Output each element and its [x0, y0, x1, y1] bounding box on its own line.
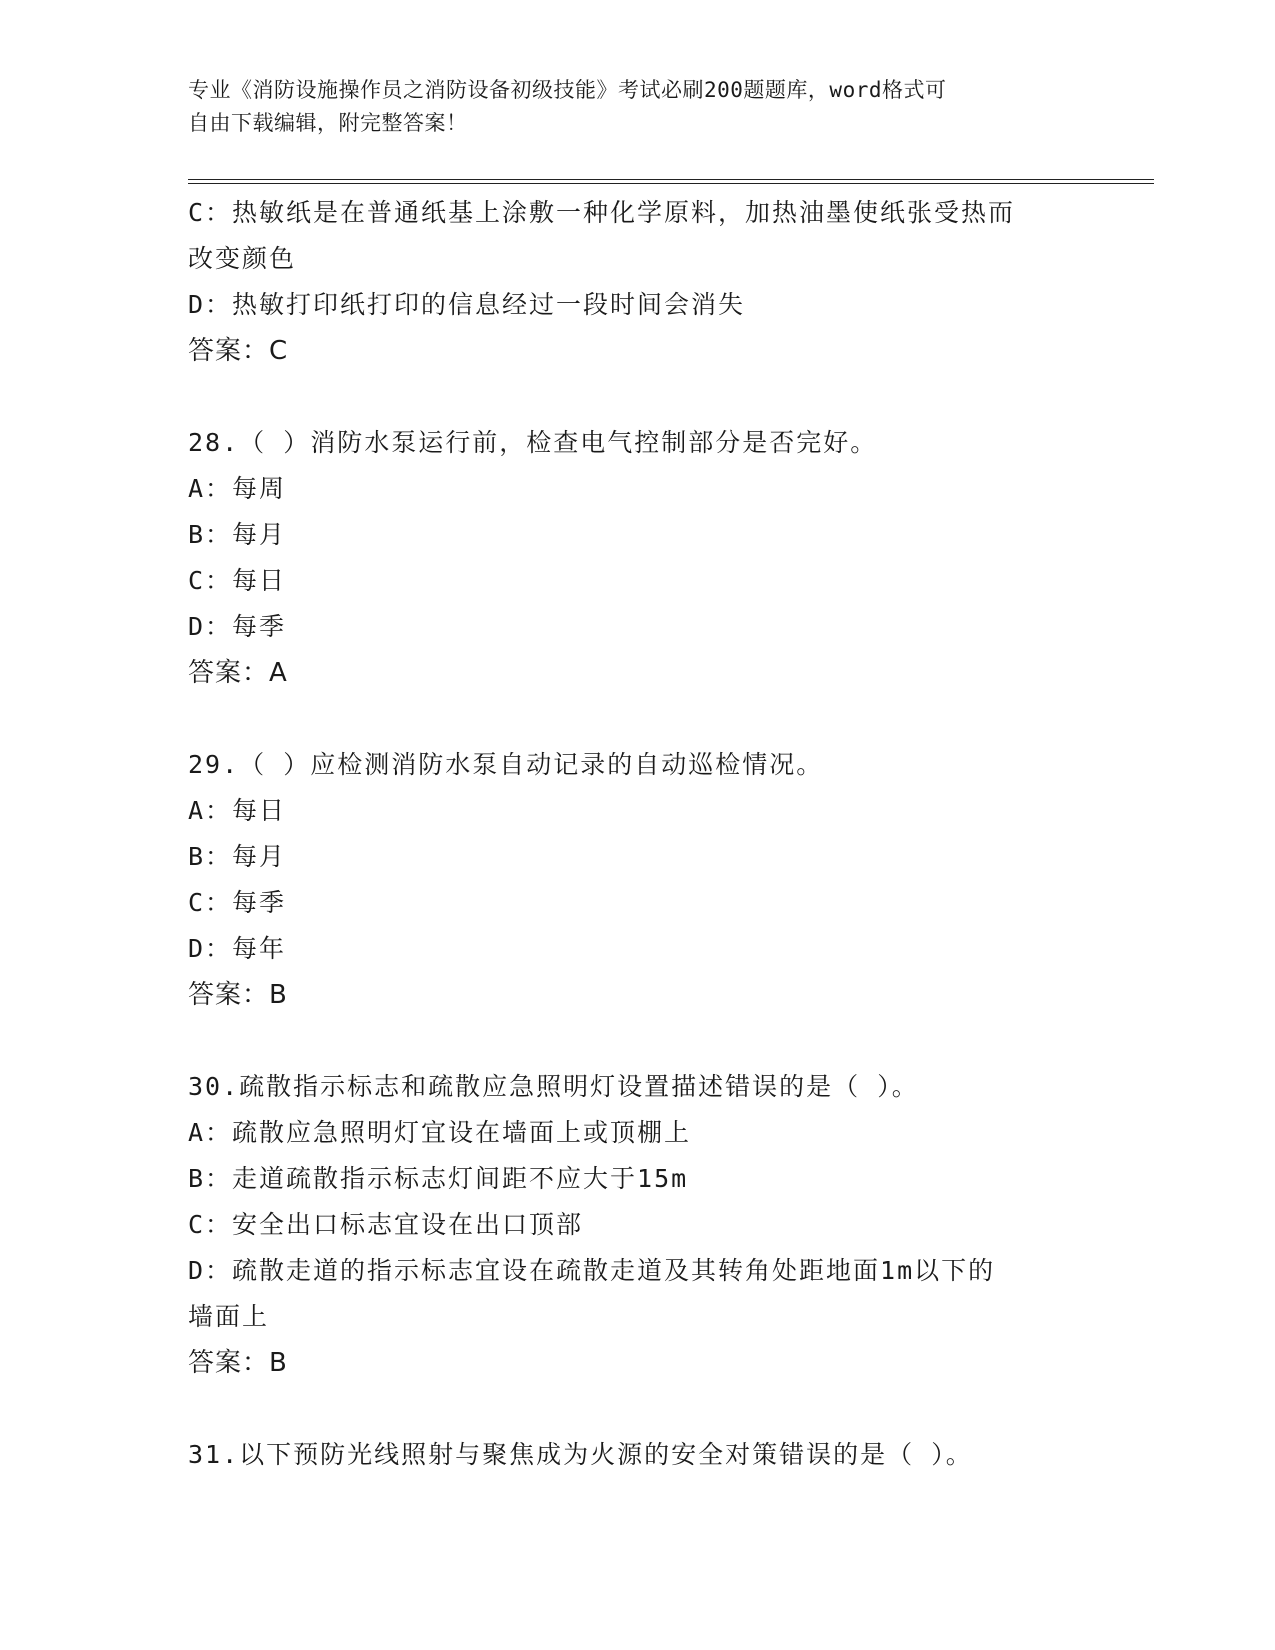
question-30: [188, 1064, 1088, 1386]
spacer: [188, 696, 1088, 742]
header-title-line-1: 专业《消防设施操作员之消防设备初级技能》考试必刷200题题库，word格式可: [188, 78, 947, 102]
spacer: [188, 1018, 1088, 1064]
option-c-line-1: C：热敏纸是在普通纸基上涂敷一种化学原料，加热油墨使纸张受热而: [188, 198, 1016, 227]
question-31: [188, 1432, 1088, 1478]
question-28: [188, 420, 1088, 696]
question-text: 28.（ ）消防水泵运行前，检查电气控制部分是否完好。: [188, 428, 878, 457]
option-a: A：每日: [188, 796, 287, 825]
option-c: C：每季: [188, 888, 287, 917]
option-b: B：每月: [188, 842, 287, 871]
question-text: 29.（ ）应检测消防水泵自动记录的自动巡检情况。: [188, 750, 824, 779]
option-c: C：安全出口标志宜设在出口顶部: [188, 1210, 584, 1239]
question-content: [188, 190, 1088, 1478]
question-text: 31.以下预防光线照射与聚焦成为火源的安全对策错误的是（ ）。: [188, 1440, 973, 1469]
question-text: 30.疏散指示标志和疏散应急照明灯设置描述错误的是（ ）。: [188, 1072, 919, 1101]
option-d: D：热敏打印纸打印的信息经过一段时间会消失: [188, 290, 746, 319]
header-divider-top: [188, 179, 1154, 180]
option-a: A：疏散应急照明灯宜设在墙面上或顶棚上: [188, 1118, 692, 1147]
spacer: [188, 374, 1088, 420]
option-c-line-2: 改变颜色: [188, 244, 297, 273]
answer: 答案：B: [188, 1348, 288, 1378]
question-27-tail: [188, 190, 1088, 374]
option-d: D：每季: [188, 612, 287, 641]
option-d: D：每年: [188, 934, 287, 963]
option-c: C：每日: [188, 566, 287, 595]
option-b: B：走道疏散指示标志灯间距不应大于15m: [188, 1164, 689, 1193]
option-b: B：每月: [188, 520, 287, 549]
header-title-line-2: 自由下载编辑，附完整答案！: [188, 111, 468, 135]
answer: 答案：C: [188, 336, 289, 366]
answer: 答案：A: [188, 658, 288, 688]
document-header: [188, 74, 1088, 140]
header-divider-bottom: [188, 183, 1154, 184]
answer: 答案：B: [188, 980, 288, 1010]
option-a: A：每周: [188, 474, 287, 503]
spacer: [188, 1386, 1088, 1432]
question-29: [188, 742, 1088, 1018]
option-d-line-2: 墙面上: [188, 1302, 270, 1331]
option-d-line-1: D：疏散走道的指示标志宜设在疏散走道及其转角处距地面1m以下的: [188, 1256, 996, 1285]
